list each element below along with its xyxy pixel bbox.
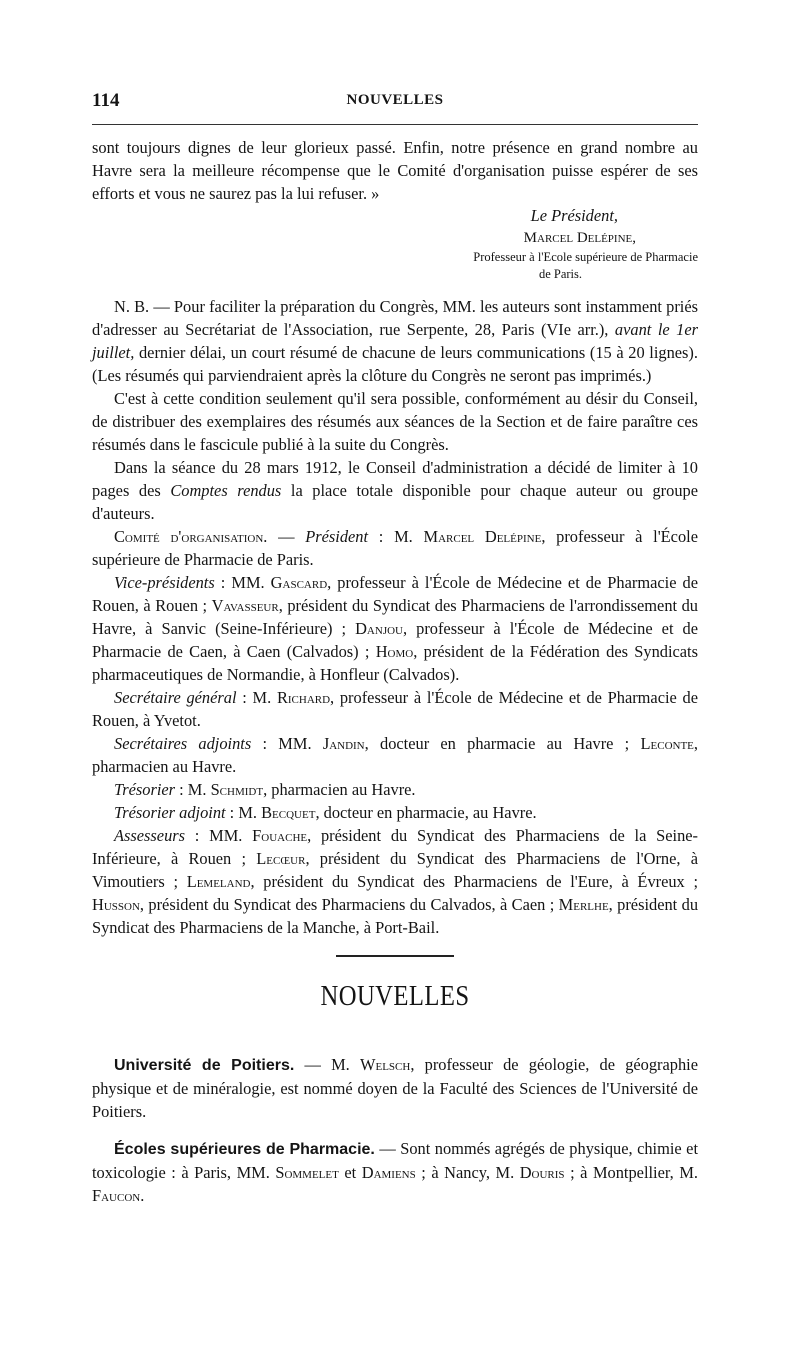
nb-p1-start: N. B. — Pour faciliter la préparation du Congrès, MM. les auteurs sont instamment priés d'adresser au Secrétariat de l'Association, rue Serpente, 28, Paris (VIe arr.), [92, 297, 698, 339]
news-item-1-name: Welsch [360, 1055, 411, 1074]
vice-label: Vice-présidents [114, 573, 215, 592]
assessors-label: Assesseurs [114, 826, 186, 845]
committee-assistant-treasurer [92, 801, 698, 824]
assessors-text-2: , président du Syndicat des Pharmaciens de la Seine-Inférieure, à Rouen ; [92, 826, 698, 868]
vice-name-2: Vavasseur [211, 596, 279, 615]
news-item-2-text-2: et [338, 1163, 362, 1182]
news-item-2-text-3: ; à Nancy, M. [415, 1163, 520, 1182]
assessor-name-2: Lecœur [256, 849, 306, 868]
committee-assessors [92, 824, 698, 939]
secretary-text-2: , professeur à l'École de Médecine et de Pharmacie de Rouen, à Yvetot. [92, 688, 698, 730]
assistant-text-2: , docteur en pharmacie au Havre ; [364, 734, 641, 753]
committee-president [92, 525, 698, 571]
assistant-text-3: , pharmacien au Havre. [92, 734, 699, 776]
vice-name-1: Gascard [270, 573, 328, 592]
treasurer-text-2: , pharmacien au Havre. [263, 780, 416, 799]
page-header [92, 90, 698, 116]
committee-secretary [92, 686, 698, 732]
president-label: Président [305, 527, 369, 546]
committee-treasurer [92, 778, 698, 801]
signature-name: Marcel Delépine, [523, 230, 636, 246]
treasurer-name: Schmidt [210, 780, 264, 799]
assessors-text-3: , président du Syndicat des Pharmaciens de l'Orne, à Vimoutiers ; [92, 849, 699, 891]
nb-p3-start: Dans la séance du 28 mars 1912, le Conseil d'administration a décidé de limiter à 10 pages des [92, 458, 698, 500]
vice-text-3: , président du Syndicat des Pharmaciens de l'arrondissement du Havre, à Sanvic (Seine-Inférieure) ; [92, 596, 698, 638]
assessor-name-1: Fouache [252, 826, 308, 845]
committee-vice-presidents [92, 571, 698, 686]
vice-name-3: Danjou [355, 619, 403, 638]
president-text-end: , professeur à l'École supérieure de Pharmacie de Paris. [92, 527, 698, 569]
assessors-text-4: , président du Syndicat des Pharmaciens de l'Eure, à Évreux ; [250, 872, 698, 891]
running-title: NOUVELLES [346, 92, 444, 108]
assessors-text-5: , président du Syndicat des Pharmaciens du Calvados, à Caen ; [139, 895, 559, 914]
treasurer-label: Trésorier [114, 780, 176, 799]
president-text-start: : M. [368, 527, 424, 546]
news-item-2-lead: Écoles supérieures de Pharmacie. [114, 1141, 375, 1158]
signature-affiliation-line1: Professeur à l'Ecole supérieure de Pharmacie [473, 250, 698, 264]
assistant-treasurer-text-2: , docteur en pharmacie, au Havre. [315, 803, 537, 822]
secretary-name: Richard [276, 688, 331, 707]
news-item-2-text-1: — Sont nommés agrégés de physique, chimie et toxicologie : à Paris, MM. [92, 1139, 698, 1182]
assessor-name-3: Lemeland [186, 872, 251, 891]
assistant-treasurer-name: Becquet [261, 803, 316, 822]
assistant-name-2: Leconte [640, 734, 694, 753]
treasurer-text-1: : M. [175, 780, 211, 799]
nb-paragraph-3 [92, 456, 698, 525]
vice-text-2: , professeur à l'École de Médecine et de Pharmacie de Rouen, à Rouen ; [92, 573, 698, 615]
vice-name-4: Homo [375, 642, 414, 661]
page-number: 114 [92, 90, 120, 111]
signature-affiliation-line2: de Paris. [538, 267, 582, 281]
vice-text-1: : MM. [214, 573, 271, 592]
news-item-1-text-1: — M. [294, 1055, 360, 1074]
nb-p1-deadline: avant le 1er juillet, [92, 320, 698, 362]
news-item-2-name-3: Douris [519, 1163, 565, 1182]
page-body [92, 136, 698, 1207]
nb-p1-end: dernier délai, un court résumé de chacune de leurs communications (15 à 20 lignes). (Les résumés qui parviendraient après la clôture du Congrès ne seront pas imprimés.) [92, 343, 698, 385]
section-divider [336, 955, 454, 957]
nb-p3-end: la place totale disponible pour chaque auteur ou groupe d'auteurs. [92, 481, 698, 523]
secretary-label: Secrétaire général [114, 688, 237, 707]
nb-paragraph-1 [92, 295, 698, 387]
assistant-treasurer-label: Trésorier adjoint [114, 803, 226, 822]
news-item-pharmacie [92, 1137, 698, 1207]
news-item-poitiers [92, 1053, 698, 1123]
assessor-name-4: Husson [92, 895, 140, 914]
vice-text-5: , président de la Fédération des Syndicats pharmaceutiques de Normandie, à Honfleur (Calvados). [92, 642, 698, 684]
news-item-2-text-5: . [140, 1186, 145, 1205]
committee-dash: — [267, 527, 306, 546]
nb-p3-italic: Comptes rendus [170, 481, 282, 500]
news-item-2-name-1: Sommelet [275, 1163, 339, 1182]
committee-assistant-secretaries [92, 732, 698, 778]
signature-title: Le Président, [530, 206, 618, 225]
spacer [92, 283, 698, 295]
news-item-2-name-4: Faucon [92, 1186, 141, 1205]
vice-text-4: , professeur à l'École de Médecine et de Pharmacie de Caen, à Caen (Calvados) ; [92, 619, 699, 661]
header-divider [92, 124, 698, 125]
secretary-text-1: : M. [236, 688, 277, 707]
committee-label: Comité d'organisation. [114, 527, 268, 546]
assessors-text-1: : MM. [185, 826, 253, 845]
assessor-name-5: Merlhe [558, 895, 609, 914]
assistant-name-1: Jandin [322, 734, 365, 753]
assistant-secretaries-label: Secrétaires adjoints [114, 734, 252, 753]
news-item-1-lead: Université de Poitiers. [114, 1057, 295, 1074]
news-item-2-name-2: Damiens [361, 1163, 416, 1182]
assistant-text-1: : MM. [251, 734, 323, 753]
news-section [92, 1053, 698, 1207]
news-item-1-text-2: , professeur de géologie, de géographie physique et de minéralogie, est nommé doyen de la Faculté des Sciences de l'Université de Poitiers. [92, 1055, 699, 1121]
signature-block [92, 205, 698, 283]
president-name: Marcel Delépine [423, 527, 542, 546]
nb-paragraph-2: C'est à cette condition seulement qu'il sera possible, conformément au désir du Conseil, de distribuer des exemplaires des résumés aux séances de la Section et de faire paraître ces résumés dans le fascicule publié à la suite du Congrès. [92, 389, 698, 454]
news-item-2-text-4: ; à Montpellier, M. [564, 1163, 698, 1182]
assistant-treasurer-text-1: : M. [225, 803, 262, 822]
intro-paragraph: sont toujours dignes de leur glorieux passé. Enfin, notre présence en grand nombre au Havre sera la meilleure récompense que le Comité d'organisation puisse espérer de ses efforts et vous ne saurez pas la lui refuser. » [92, 138, 698, 203]
section-title: NOUVELLES [320, 980, 470, 1012]
assessors-text-6: , président du Syndicat des Pharmaciens de la Manche, à Port-Bail. [92, 895, 699, 937]
